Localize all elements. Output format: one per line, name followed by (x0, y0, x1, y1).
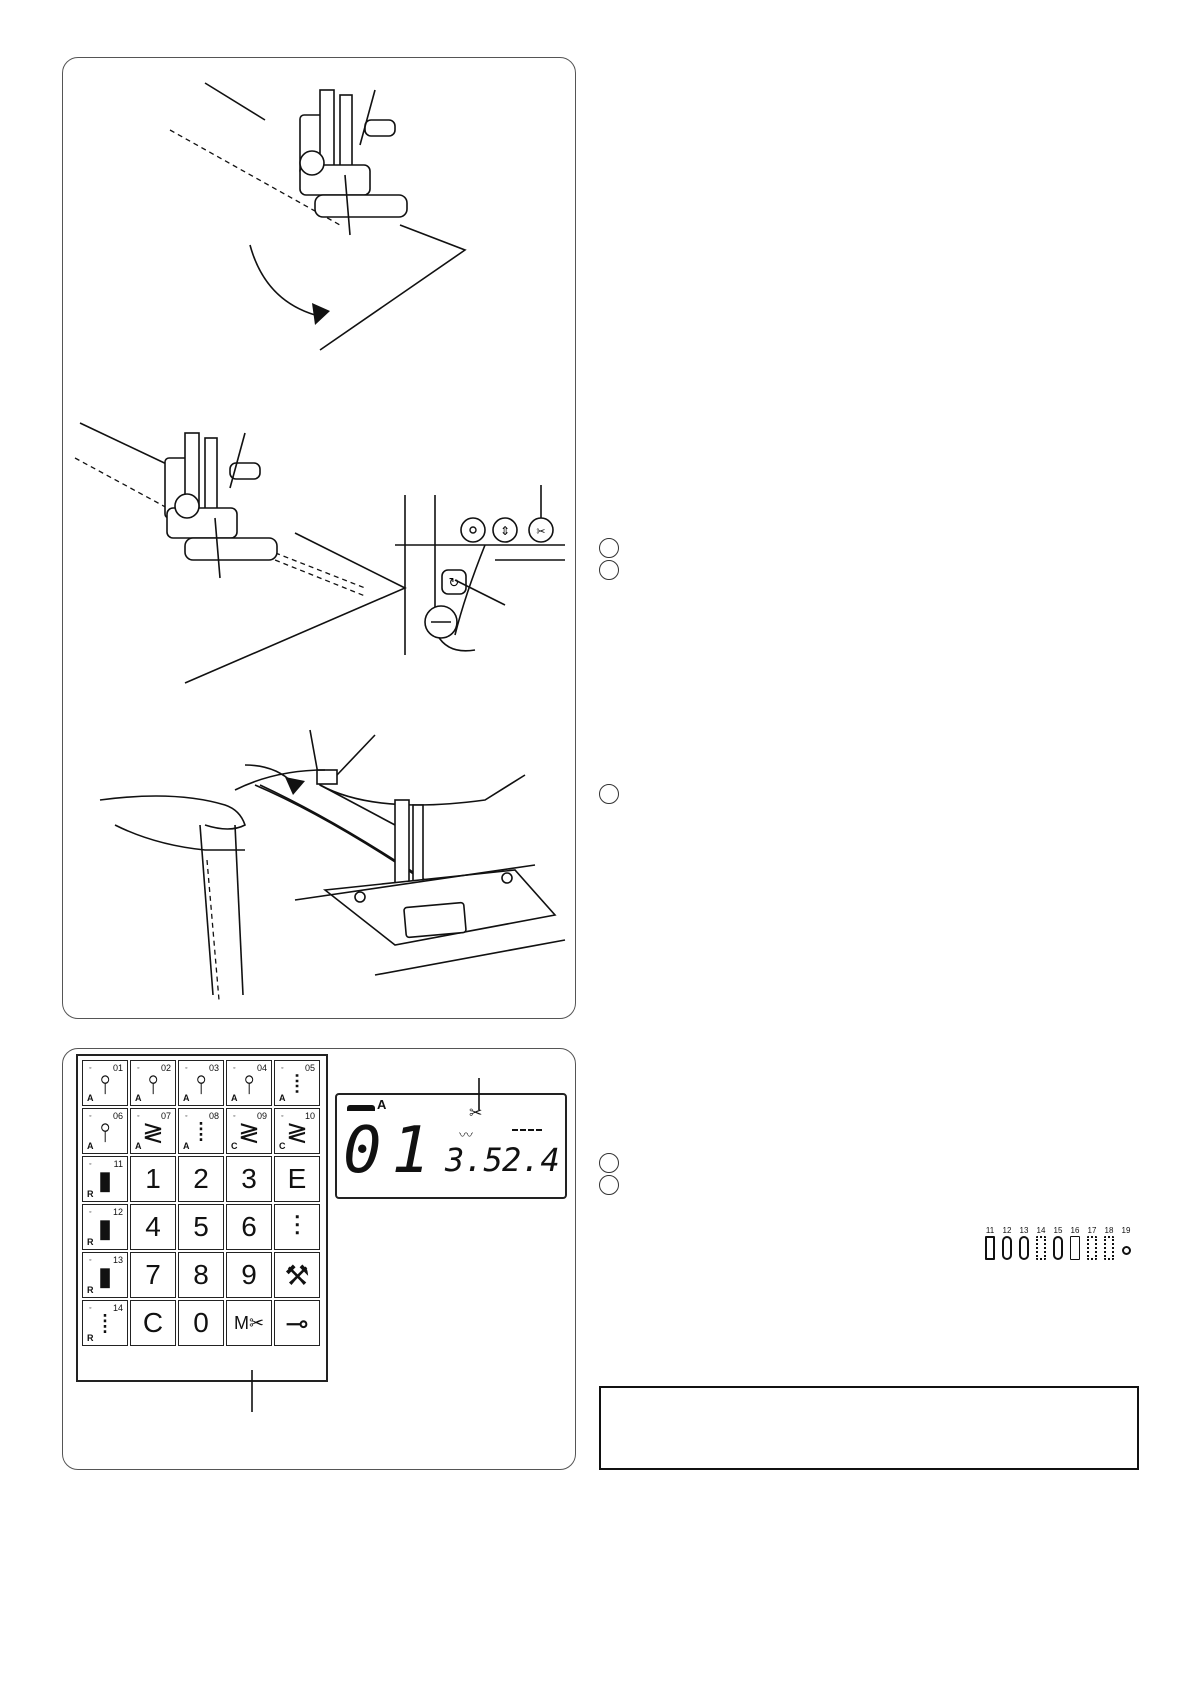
stitch-pattern-icon: ⁞ (197, 1117, 205, 1147)
stitch-pattern-icon: ▮ (97, 1165, 113, 1195)
lcd-width-icon: 〰 (459, 1127, 473, 1143)
pattern-number: 03 (208, 1063, 219, 1073)
pattern-dot-icon: ◦ (89, 1161, 92, 1168)
stitch-pattern-icon: ⫯ (99, 1069, 111, 1099)
lcd-presser-foot-icon (347, 1105, 375, 1111)
pattern-group: A (135, 1141, 142, 1151)
callout-circle-e (599, 1175, 619, 1195)
key-4[interactable]: 4 (130, 1204, 176, 1250)
pattern-group: A (183, 1093, 190, 1103)
pattern-cell[interactable] (178, 1060, 224, 1106)
key-9[interactable]: 8 (178, 1252, 224, 1298)
stitch-number: 15 (1053, 1226, 1063, 1235)
lcd-length-icon (512, 1129, 542, 1131)
pattern-cell[interactable] (82, 1108, 128, 1154)
lcd-length-value: 2.4 (502, 1141, 560, 1179)
lcd-display (335, 1093, 567, 1199)
svg-text:↻: ↻ (448, 576, 460, 591)
key-2[interactable]: 3 (226, 1156, 272, 1202)
pattern-number: 07 (160, 1111, 171, 1121)
pattern-dot-icon: ◦ (137, 1065, 140, 1072)
pattern-dot-icon: ◦ (233, 1113, 236, 1120)
stitch-number: 16 (1070, 1226, 1080, 1235)
pattern-cell[interactable] (82, 1300, 128, 1346)
pattern-dot-icon: ◦ (281, 1113, 284, 1120)
buttonhole-stitch-icon (1019, 1236, 1029, 1260)
pattern-group: R (87, 1189, 94, 1199)
pattern-dot-icon: ◦ (137, 1113, 140, 1120)
machine-control-panel (395, 485, 575, 660)
pattern-group: A (87, 1141, 94, 1151)
pattern-cell[interactable] (82, 1156, 128, 1202)
pattern-group: C (231, 1141, 238, 1151)
note-box (599, 1386, 1139, 1470)
pattern-number: 09 (256, 1111, 267, 1121)
stitch-number: 14 (1036, 1226, 1046, 1235)
presser-foot-illustration-1 (150, 75, 490, 355)
stitch-number: 19 (1121, 1226, 1131, 1235)
pattern-cell[interactable] (274, 1108, 320, 1154)
callout-circle-c (599, 784, 619, 804)
buttonhole-stitch-icon (1104, 1236, 1114, 1260)
key-leader-line (251, 1370, 255, 1412)
buttonhole-stitch-icon (1070, 1236, 1080, 1260)
lcd-pattern-number: 01 (343, 1114, 441, 1188)
pattern-cell[interactable] (274, 1060, 320, 1106)
key-15[interactable]: ⊸ (274, 1300, 320, 1346)
pattern-number: 11 (113, 1159, 123, 1169)
pattern-number: 06 (112, 1111, 123, 1121)
pattern-cell[interactable] (130, 1108, 176, 1154)
buttonhole-stitch-icon (1036, 1236, 1046, 1260)
stitch-pattern-icon: ⫯ (99, 1117, 111, 1147)
pattern-group: A (183, 1141, 190, 1151)
pattern-number: 13 (112, 1255, 123, 1265)
pattern-dot-icon: ◦ (89, 1257, 92, 1264)
pattern-group: R (87, 1285, 94, 1295)
pattern-number: 04 (256, 1063, 267, 1073)
pattern-number: 10 (304, 1111, 315, 1121)
stitch-pattern-icon: ▮ (97, 1261, 113, 1291)
pattern-dot-icon: ◦ (281, 1065, 284, 1072)
key-11[interactable]: ⚒ (274, 1252, 320, 1298)
pattern-group: C (279, 1141, 286, 1151)
key-8[interactable]: 7 (130, 1252, 176, 1298)
lcd-width-value: 3.5 (445, 1141, 503, 1179)
key-12[interactable]: C (130, 1300, 176, 1346)
lcd-leader-line (478, 1078, 482, 1118)
stitch-pattern-icon: ≷ (286, 1117, 308, 1147)
svg-text:⇕: ⇕ (499, 524, 511, 538)
pattern-dot-icon: ◦ (89, 1209, 92, 1216)
svg-text:✂: ✂ (536, 525, 546, 538)
key-6[interactable]: 6 (226, 1204, 272, 1250)
buttonhole-stitch-icon (1087, 1236, 1097, 1260)
key-5[interactable]: 5 (178, 1204, 224, 1250)
pattern-cell[interactable] (226, 1060, 272, 1106)
pattern-group: A (135, 1093, 142, 1103)
stitch-number: 17 (1087, 1226, 1097, 1235)
pattern-number: 12 (112, 1207, 123, 1217)
callout-circle-a (599, 538, 619, 558)
pattern-number: 08 (208, 1111, 219, 1121)
lcd-auto-thread-cut-icon: ✂ (469, 1105, 483, 1122)
pattern-group: R (87, 1333, 94, 1343)
lcd-mode: A (377, 1097, 387, 1112)
pattern-number: 05 (304, 1063, 315, 1073)
pattern-group: R (87, 1237, 94, 1247)
thread-cutter-illustration (95, 725, 565, 1005)
buttonhole-stitch-row (983, 1226, 1143, 1274)
pattern-cell[interactable] (82, 1204, 128, 1250)
pattern-group: A (87, 1093, 94, 1103)
presser-foot-illustration-2 (75, 418, 375, 698)
pattern-dot-icon: ◦ (185, 1065, 188, 1072)
key-13[interactable]: 0 (178, 1300, 224, 1346)
pattern-cell[interactable] (178, 1108, 224, 1154)
key-1[interactable]: 2 (178, 1156, 224, 1202)
buttonhole-stitch-icon (1002, 1236, 1012, 1260)
stitch-number: 13 (1019, 1226, 1029, 1235)
stitch-number: 12 (1002, 1226, 1012, 1235)
key-14[interactable]: M✂ (226, 1300, 272, 1346)
pattern-dot-icon: ◦ (89, 1305, 92, 1312)
callout-circle-b (599, 560, 619, 580)
pattern-cell[interactable] (82, 1252, 128, 1298)
pattern-dot-icon: ◦ (185, 1113, 188, 1120)
stitch-number: 18 (1104, 1226, 1114, 1235)
pattern-cell[interactable] (226, 1108, 272, 1154)
stitch-pattern-icon: ⫯ (243, 1069, 255, 1099)
key-3[interactable]: E (274, 1156, 320, 1202)
key-7[interactable]: ⫶ (274, 1204, 320, 1250)
pattern-group: A (231, 1093, 238, 1103)
callout-circle-d (599, 1153, 619, 1173)
buttonhole-stitch-icon (1122, 1246, 1131, 1255)
stitch-pattern-icon: ⫯ (147, 1069, 159, 1099)
key-0[interactable]: 1 (130, 1156, 176, 1202)
stitch-pattern-icon: ≷ (142, 1117, 164, 1147)
key-10[interactable]: 9 (226, 1252, 272, 1298)
buttonhole-stitch-icon (985, 1236, 995, 1260)
pattern-cell[interactable] (130, 1060, 176, 1106)
pattern-number: 02 (160, 1063, 171, 1073)
stitch-number: 11 (985, 1226, 995, 1235)
pattern-dot-icon: ◦ (89, 1065, 92, 1072)
stitch-pattern-icon: ⦙ (294, 1069, 300, 1099)
pattern-number: 01 (112, 1063, 123, 1073)
stitch-pattern-icon: ⫯ (195, 1069, 207, 1099)
pattern-dot-icon: ◦ (89, 1113, 92, 1120)
pattern-selection-grid (76, 1054, 328, 1382)
pattern-number: 14 (112, 1303, 123, 1313)
stitch-pattern-icon: ⁞ (101, 1309, 109, 1339)
buttonhole-stitch-icon (1053, 1236, 1063, 1260)
pattern-group: A (279, 1093, 286, 1103)
pattern-cell[interactable] (82, 1060, 128, 1106)
pattern-dot-icon: ◦ (233, 1065, 236, 1072)
stitch-pattern-icon: ≷ (238, 1117, 260, 1147)
stitch-pattern-icon: ▮ (97, 1213, 113, 1243)
